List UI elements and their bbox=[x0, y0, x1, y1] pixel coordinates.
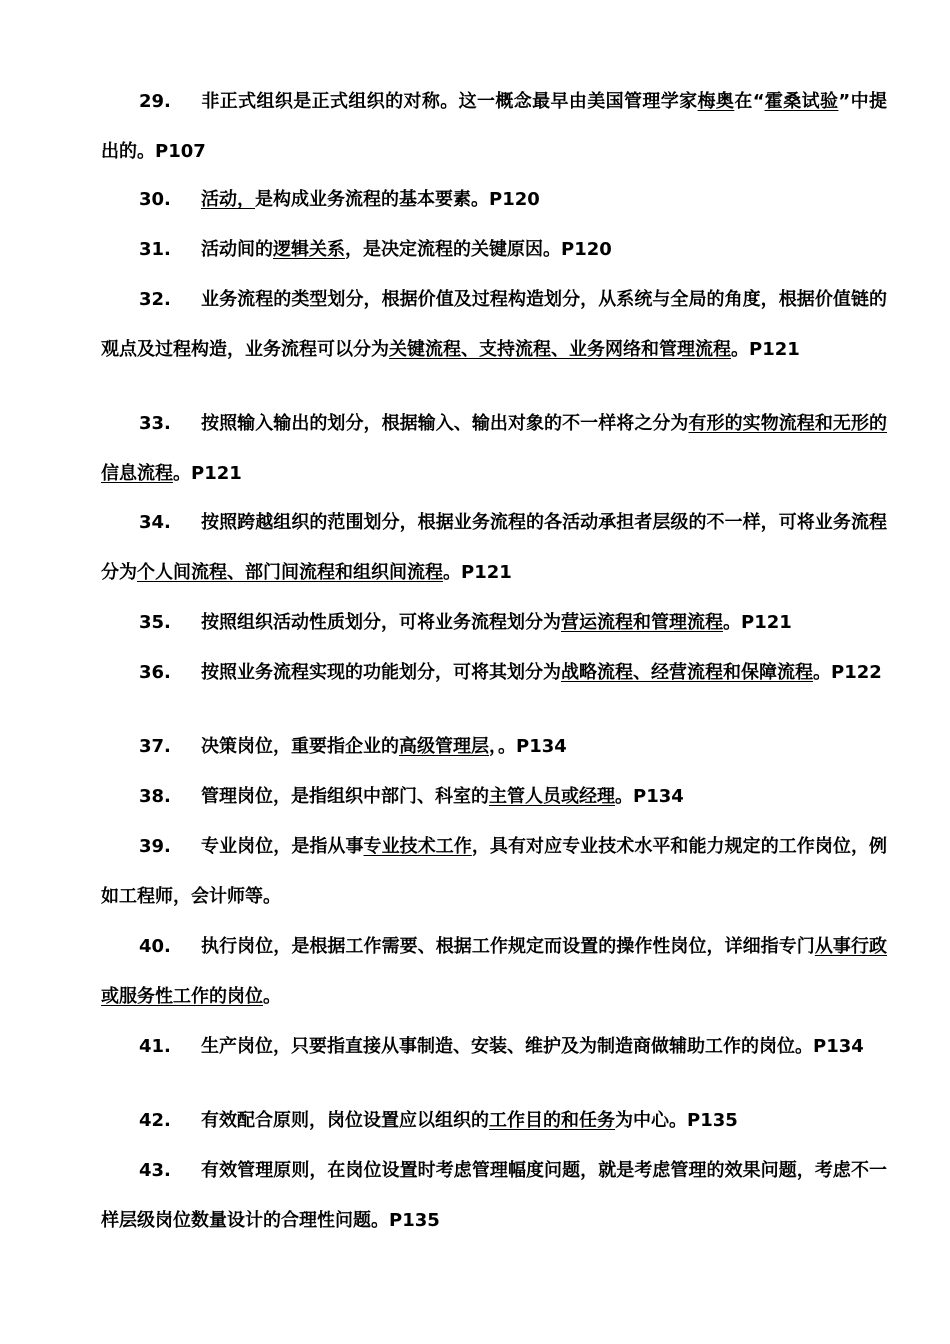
text-segment: 。P121 bbox=[731, 339, 800, 360]
underlined-term: 专业技术工作 bbox=[363, 836, 472, 857]
list-item-36 bbox=[101, 655, 887, 691]
text-segment: 是构成业务流程的基本要素。P120 bbox=[255, 189, 540, 210]
item-number: 29. bbox=[139, 91, 171, 112]
text-segment: ，。P134 bbox=[489, 736, 567, 757]
text-segment: 。P121 bbox=[723, 612, 792, 633]
item-number: 32. bbox=[139, 289, 171, 310]
list-item-29 bbox=[101, 77, 887, 177]
text-segment: 。 bbox=[263, 986, 281, 1007]
text-segment: 非正式组织是正式组织的对称。这一概念最早由美国管理学家 bbox=[201, 91, 698, 112]
text-segment: 在“ bbox=[734, 91, 765, 112]
list-item-41 bbox=[101, 1029, 887, 1065]
list-item-33 bbox=[101, 399, 887, 499]
item-number: 31. bbox=[139, 239, 171, 260]
list-item-37 bbox=[101, 722, 887, 772]
underlined-term: 战略流程、经营流程和保障流程 bbox=[561, 662, 813, 683]
item-number: 42. bbox=[139, 1110, 171, 1131]
text-segment: 。P121 bbox=[443, 562, 512, 583]
list-item-35 bbox=[101, 598, 887, 648]
list-item-42 bbox=[101, 1096, 887, 1146]
list-item-30 bbox=[101, 175, 887, 225]
underlined-term: 个人间流程、部门间流程和组织间流程 bbox=[137, 562, 443, 583]
text-segment: ，是决定流程的关键原因。P120 bbox=[345, 239, 612, 260]
underlined-term: 主管人员或经理 bbox=[489, 786, 615, 807]
text-segment: 按照跨越组织的范围划分，根据业务流程的各活动承担者层级的不一样，可将业务流程分为 bbox=[101, 512, 887, 583]
text-segment: 决策岗位，重要指企业的 bbox=[201, 736, 399, 757]
text-segment: 按照输入输出的划分，根据输入、输出对象的不一样将之分为 bbox=[201, 413, 689, 434]
item-number: 37. bbox=[139, 736, 171, 757]
text-segment: 为中心。P135 bbox=[615, 1110, 738, 1131]
text-segment: 按照业务流程实现的功能划分，可将其划分为 bbox=[201, 662, 561, 683]
text-segment: 。P121 bbox=[173, 463, 242, 484]
item-number: 43. bbox=[139, 1160, 171, 1181]
item-number: 35. bbox=[139, 612, 171, 633]
list-item-34 bbox=[101, 498, 887, 598]
underlined-term: 从事行政或服务性工作的岗位 bbox=[101, 936, 888, 1007]
underlined-term: 营运流程和管理流程 bbox=[561, 612, 723, 633]
underlined-term: 逻辑关系 bbox=[273, 239, 345, 260]
text-segment: 。P134 bbox=[615, 786, 684, 807]
underlined-term: 工作目的和任务 bbox=[489, 1110, 615, 1131]
text-segment: 活动间的 bbox=[201, 239, 273, 260]
item-number: 36. bbox=[139, 662, 171, 683]
list-item-43 bbox=[101, 1146, 887, 1246]
item-number: 40. bbox=[139, 936, 171, 957]
item-number: 33. bbox=[139, 413, 171, 434]
text-segment: 生产岗位，只要指直接从事制造、安装、维护及为制造商做辅助工作的岗位。P134 bbox=[201, 1036, 864, 1057]
list-item-32 bbox=[101, 275, 887, 375]
text-segment: ，具有对应专业技术水平和能力规定的工作岗位，例如工程师，会计师等。 bbox=[101, 836, 888, 907]
text-segment: 有效管理原则，在岗位设置时考虑管理幅度问题，就是考虑管理的效果问题，考虑不一样层级岗位数量设计的合理性问题。P135 bbox=[101, 1160, 887, 1231]
item-number: 30. bbox=[139, 189, 171, 210]
item-number: 38. bbox=[139, 786, 171, 807]
item-number: 34. bbox=[139, 512, 171, 533]
item-number: 41. bbox=[139, 1036, 171, 1057]
underlined-term: 高级管理层 bbox=[399, 736, 489, 757]
underlined-term: 有形的实物流程和无形的信息流程 bbox=[101, 413, 888, 484]
underlined-term: 活动， bbox=[201, 189, 255, 210]
text-segment: 有效配合原则，岗位设置应以组织的 bbox=[201, 1110, 489, 1131]
text-segment: 业务流程的类型划分，根据价值及过程构造划分，从系统与全局的角度，根据价值链的观点及过程构造，业务流程可以分为 bbox=[101, 289, 887, 360]
item-number: 39. bbox=[139, 836, 171, 857]
list-item-40 bbox=[101, 922, 887, 1022]
text-segment: 按照组织活动性质划分，可将业务流程划分为 bbox=[201, 612, 561, 633]
text-segment: 管理岗位，是指组织中部门、科室的 bbox=[201, 786, 489, 807]
text-segment: 专业岗位，是指从事 bbox=[201, 836, 364, 857]
underlined-term: 关键流程、支持流程、业务网络和管理流程 bbox=[389, 339, 731, 360]
text-segment: 。P122 bbox=[813, 662, 882, 683]
list-item-38 bbox=[101, 772, 887, 822]
underlined-term: 梅奥 bbox=[697, 91, 735, 112]
underlined-term: 霍桑试验 bbox=[764, 91, 839, 112]
list-item-39 bbox=[101, 822, 887, 922]
text-segment: ”中提出的。P107 bbox=[101, 91, 888, 162]
text-segment: 执行岗位，是根据工作需要、根据工作规定而设置的操作性岗位，详细指专门 bbox=[201, 936, 815, 957]
list-item-31 bbox=[101, 225, 887, 275]
